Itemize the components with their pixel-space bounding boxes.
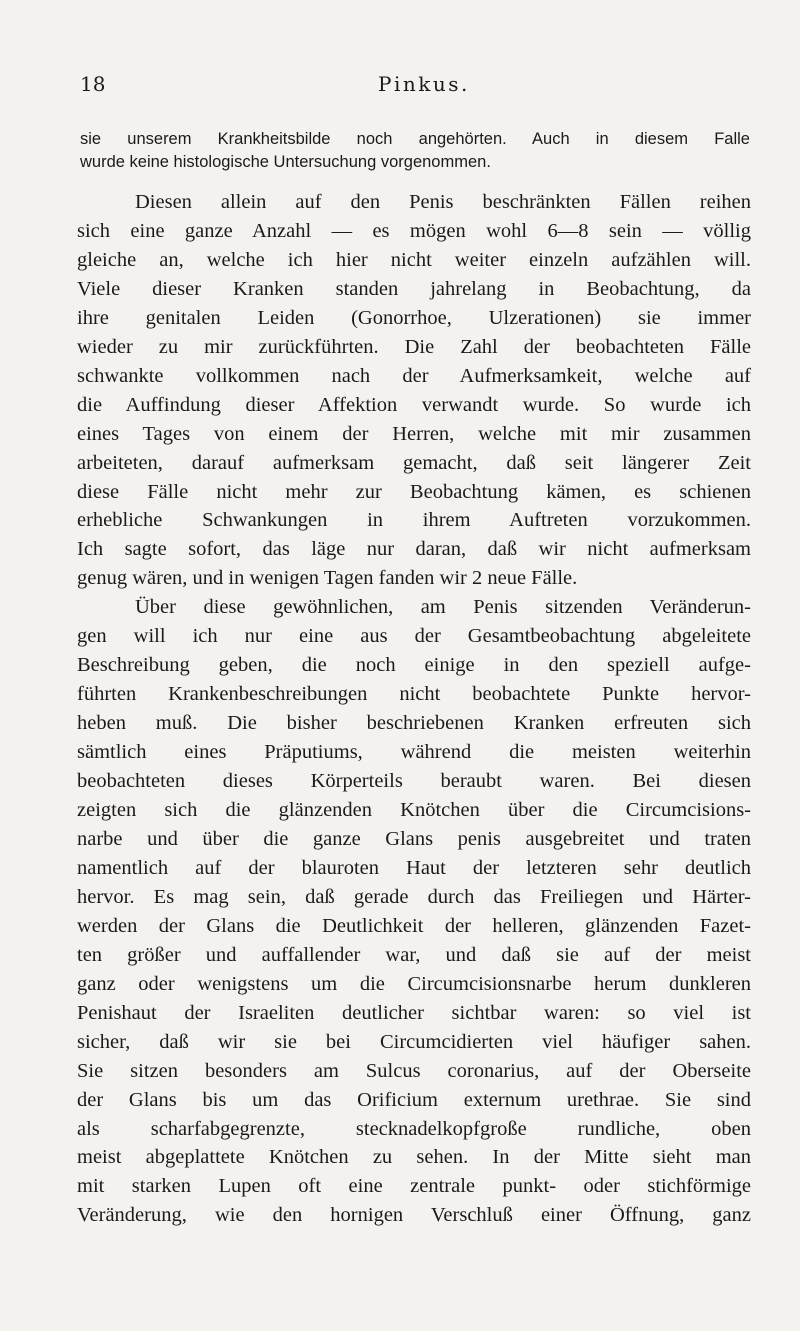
text-line: narbe und über die ganze Glans penis ausgebreitet und traten bbox=[77, 827, 751, 850]
text-line: führten Krankenbeschreibungen nicht beobachtete Punkte hervor- bbox=[77, 683, 751, 706]
text-line: sicher, daß wir sie bei Circumcidierten viel häufiger sahen. bbox=[77, 1030, 751, 1053]
body-text bbox=[77, 188, 751, 1230]
text-line: sämtlich eines Präputiums, während die meisten weiterhin bbox=[77, 741, 751, 764]
text-line: Veränderung, wie den hornigen Verschluß einer Öffnung, ganz bbox=[77, 1204, 751, 1227]
text-line: genug wären, und in wenigen Tagen fanden wir 2 neue Fälle. bbox=[77, 567, 578, 590]
text-line: Viele dieser Kranken standen jahrelang in Beobachtung, da bbox=[77, 277, 751, 300]
text-line: beobachteten dieses Körperteils beraubt waren. Bei diesen bbox=[77, 770, 751, 793]
text-line: gleiche an, welche ich hier nicht weiter einzeln aufzählen will. bbox=[77, 248, 751, 271]
text-line: meist abgeplattete Knötchen zu sehen. In der Mitte sieht man bbox=[77, 1146, 751, 1169]
text-line: wieder zu mir zurückführten. Die Zahl der beobachteten Fälle bbox=[77, 335, 751, 358]
text-line: die Auffindung dieser Affektion verwandt wurde. So wurde ich bbox=[77, 393, 751, 416]
text-line: als scharfabgegrenzte, stecknadelkopfgroße rundliche, oben bbox=[77, 1117, 751, 1140]
text-line: Penishaut der Israeliten deutlicher sichtbar waren: so viel ist bbox=[77, 1001, 751, 1024]
text-line: werden der Glans die Deutlichkeit der helleren, glänzenden Fazet- bbox=[77, 914, 751, 937]
text-line: arbeiteten, darauf aufmerksam gemacht, daß seit längerer Zeit bbox=[77, 451, 751, 474]
text-line: hervor. Es mag sein, daß gerade durch das Freiliegen und Härter- bbox=[77, 885, 751, 908]
text-line: ten größer und auffallender war, und daß sie auf der meist bbox=[77, 943, 751, 966]
text-line: wurde keine histologische Untersuchung vorgenommen. bbox=[80, 153, 491, 171]
small-print-paragraph bbox=[80, 128, 750, 174]
text-line: sich eine ganze Anzahl — es mögen wohl 6—8 sein — völlig bbox=[77, 219, 751, 242]
text-line: der Glans bis um das Orificium externum urethrae. Sie sind bbox=[77, 1088, 751, 1111]
text-line: diese Fälle nicht mehr zur Beobachtung kämen, es schienen bbox=[77, 480, 751, 503]
text-line: sie unserem Krankheitsbilde noch angehörten. Auch in diesem Falle bbox=[80, 130, 750, 148]
text-line: Über diese gewöhnlichen, am Penis sitzenden Veränderun- bbox=[135, 596, 751, 619]
running-head: Pinkus. bbox=[378, 72, 470, 96]
text-line: Ich sagte sofort, das läge nur daran, daß wir nicht aufmerksam bbox=[77, 538, 751, 561]
text-line: mit starken Lupen oft eine zentrale punkt- oder stichförmige bbox=[77, 1175, 751, 1198]
text-line: Diesen allein auf den Penis beschränkten Fällen reihen bbox=[135, 191, 751, 213]
page-number: 18 bbox=[80, 72, 106, 96]
text-line: schwankte vollkommen nach der Aufmerksamkeit, welche auf bbox=[77, 364, 751, 387]
text-line: erhebliche Schwankungen in ihrem Auftreten vorzukommen. bbox=[77, 509, 751, 532]
page-header bbox=[80, 72, 738, 104]
text-line: gen will ich nur eine aus der Gesamtbeobachtung abgeleitete bbox=[77, 625, 751, 648]
text-line: ganz oder wenigstens um die Circumcisionsnarbe herum dunkleren bbox=[77, 972, 751, 995]
text-line: zeigten sich die glänzenden Knötchen über die Circumcisions- bbox=[77, 799, 751, 822]
text-line: ihre genitalen Leiden (Gonorrhoe, Ulzerationen) sie immer bbox=[77, 306, 751, 329]
text-line: heben muß. Die bisher beschriebenen Kranken erfreuten sich bbox=[77, 712, 751, 735]
text-line: Beschreibung geben, die noch einige in den speziell aufge- bbox=[77, 654, 751, 677]
text-line: eines Tages von einem der Herren, welche mit mir zusammen bbox=[77, 422, 751, 445]
text-line: namentlich auf der blauroten Haut der letzteren sehr deutlich bbox=[77, 856, 751, 879]
text-line: Sie sitzen besonders am Sulcus coronarius, auf der Oberseite bbox=[77, 1059, 751, 1082]
